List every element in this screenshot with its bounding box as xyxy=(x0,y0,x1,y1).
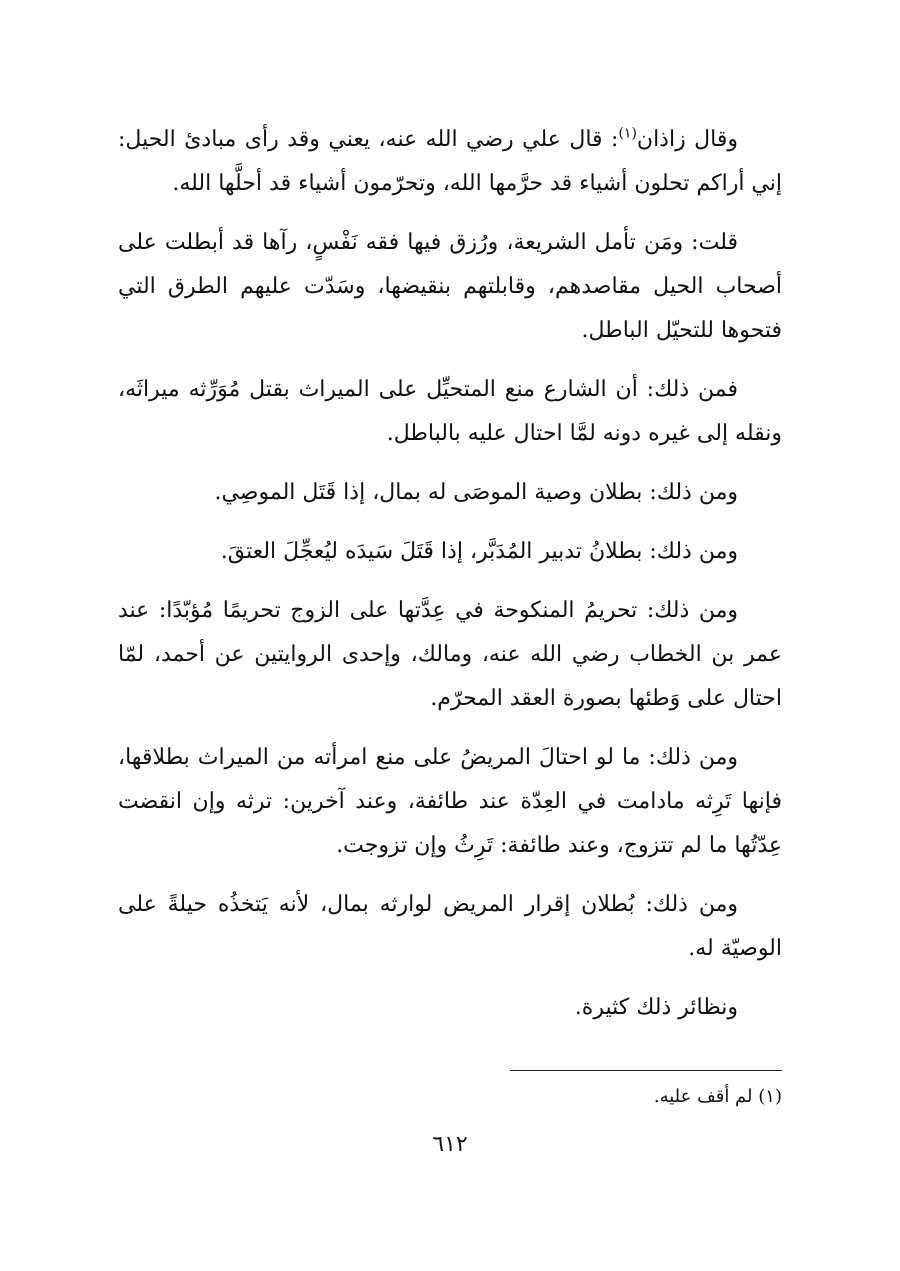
paragraph-inheritance-killing: فمن ذلك: أن الشارع منع المتحيِّل على الميراث بقتل مُوَرِّثه ميراثَه، ونقله إلى غيره دونه لمَّا احتال عليه بالباطل. xyxy=(118,377,782,446)
footnote-divider xyxy=(510,1070,782,1071)
paragraph-bequest-void: ومن ذلك: بطلان وصية الموصَى له بمال، إذا قَتَل الموصِي. xyxy=(214,480,738,505)
paragraph-1-start: وقال زاذان xyxy=(636,127,739,152)
paragraph-zadhan-quote xyxy=(118,118,782,206)
page-number: ٦١٢ xyxy=(432,1132,468,1157)
footnote-reference: (١) xyxy=(618,125,637,142)
paragraph-similar-cases: ونظائر ذلك كثيرة. xyxy=(574,995,738,1020)
footnote-text: لم أقف عليه. xyxy=(653,1086,753,1107)
paragraph-sick-man-acknowledgement: ومن ذلك: بُطلان إقرار المريض لوارثه بمال، لأنه يَتخذُه حيلةً على الوصيّة له. xyxy=(118,892,782,961)
footnote xyxy=(118,1083,782,1111)
paragraph-sick-man-divorce: ومن ذلك: ما لو احتالَ المريضُ على منع امرأته من الميراث بطلاقها، فإنها تَرِثه مادامت في العِدّة عند طائفة، وعند آخرين: ترثه وإن انقضت عِدّتُها ما لم تتزوج، وعند طائفة: تَرِثُ وإن تزوجت. xyxy=(118,745,782,858)
footnote-marker: (١) xyxy=(758,1086,782,1107)
paragraph-shariah-invalidates-tricks: قلت: ومَن تأمل الشريعة، ورُزق فيها فقه نَفْسٍ، رآها قد أبطلت على أصحاب الحيل مقاصدهم، وقابلتهم بنقيضها، وسَدّت عليهم الطرق التي فتحوها للتحيّل الباطل. xyxy=(118,230,782,343)
paragraph-1-rest: : قال علي رضي الله عنه، يعني وقد رأى مبادئ الحيل: إني أراكم تحلون أشياء قد حرَّمها الله، وتحرّمون أشياء قد أحلَّها الله. xyxy=(118,127,782,196)
paragraph-iddah-marriage: ومن ذلك: تحريمُ المنكوحة في عِدَّتها على الزوج تحريمًا مُؤبّدًا: عند عمر بن الخطاب رضي الله عنه، ومالك، وإحدى الروايتين عن أحمد، لمّا احتال على وَطئها بصورة العقد المحرّم. xyxy=(118,598,782,711)
paragraph-mudabbar: ومن ذلك: بطلانُ تدبير المُدَبَّر، إذا قَتَلَ سَيدَه ليُعجِّلَ العتقَ. xyxy=(220,539,738,564)
book-page xyxy=(118,118,782,1218)
